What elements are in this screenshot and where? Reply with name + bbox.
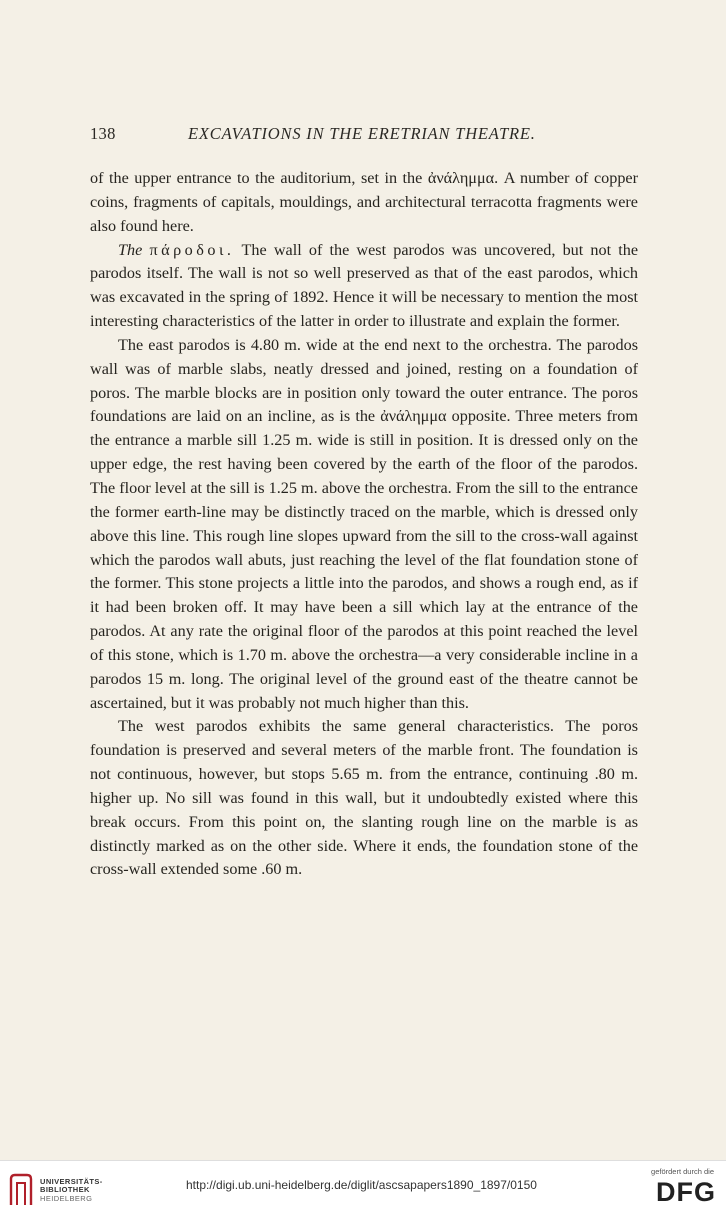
library-name-line-2: BIBLIOTHEK <box>40 1185 90 1195</box>
funding-label: gefördert durch die <box>651 1167 714 1176</box>
dfg-wordmark: DFG <box>656 1177 716 1207</box>
library-logo[interactable] <box>8 1173 148 1207</box>
running-title: EXCAVATIONS IN THE ERETRIAN THEATRE. <box>188 124 536 143</box>
dfg-logo[interactable] <box>630 1167 716 1211</box>
section-heading-greek: πάροδοι. <box>149 240 235 259</box>
body-text <box>90 167 638 882</box>
heidelberg-library-logo-icon <box>8 1173 34 1207</box>
viewer-footer <box>0 1160 726 1216</box>
paragraph-2 <box>90 239 638 334</box>
section-heading-the: The <box>118 240 143 259</box>
permalink-url[interactable]: http://digi.ub.uni-heidelberg.de/diglit/ascsapapers1890_1897/0150 <box>186 1178 537 1192</box>
paragraph-1: of the upper entrance to the auditorium, set in the ἀνάλημμα. A number of copper coins, fragments of capitals, mouldings, and architectural terracotta fragments were also found here. <box>90 169 638 235</box>
library-name-line-1: UNIVERSITÄTS- <box>40 1177 103 1186</box>
paragraph-3: The east parodos is 4.80 m. wide at the end next to the orchestra. The parodos wall was of marble slabs, neatly dressed and joined, resting on a foundation of poros. The marble blocks are in position only toward the outer entrance. The poros foundations are laid on an incline, as is the ἀνάλημμα opposite. Three meters from the entrance a marble sill 1.25 m. wide is still in position. It is dressed only on the upper edge, the rest having been covered by the earth of the floor of the parodos. The floor level at the sill is 1.25 m. above the orchestra. From the sill to the entrance the former earth-line may be distinctly traced on the marble, which is dressed only above this line. This rough line slopes upward from the sill to the cross-wall against which the parodos wall abuts, just reaching the level of the flat foundation stone of the former. This stone projects a little into the parodos, and shows a rough end, as if it had been broken off. It may have been a sill which lay at the entrance of the parodos. At any rate the original floor of the parodos at this point reached the level of this stone, which is 1.70 m. above the orchestra—a very considerable incline in a parodos 15 m. long. The original level of the ground east of the theatre cannot be ascertained, but it was probably not much higher than this. <box>90 335 638 712</box>
library-name-line-3: HEIDELBERG <box>40 1193 93 1203</box>
page-number: 138 <box>90 124 116 143</box>
paragraph-2-body: The wall of the west parodos was uncovered, but not the parodos itself. The wall is not so well preserved as that of the east parodos, which was excavated in the spring of 1892. Hence it will be necessary to mention the most interesting characteristics of the latter in order to illustrate and explain the former. <box>90 240 639 331</box>
library-name <box>40 1178 103 1203</box>
paragraph-4: The west parodos exhibits the same general characteristics. The poros foundation is preserved and several meters of the marble front. The foundation is not continuous, however, but stops 5.65 m. from the entrance, continuing .80 m. higher up. No sill was found in this wall, but it undoubtedly existed where this break occurs. From this point on, the slanting rough line on the marble is as distinctly marked as on the other side. Where it ends, the foundation stone of the cross-wall extended some .60 m. <box>90 717 638 879</box>
